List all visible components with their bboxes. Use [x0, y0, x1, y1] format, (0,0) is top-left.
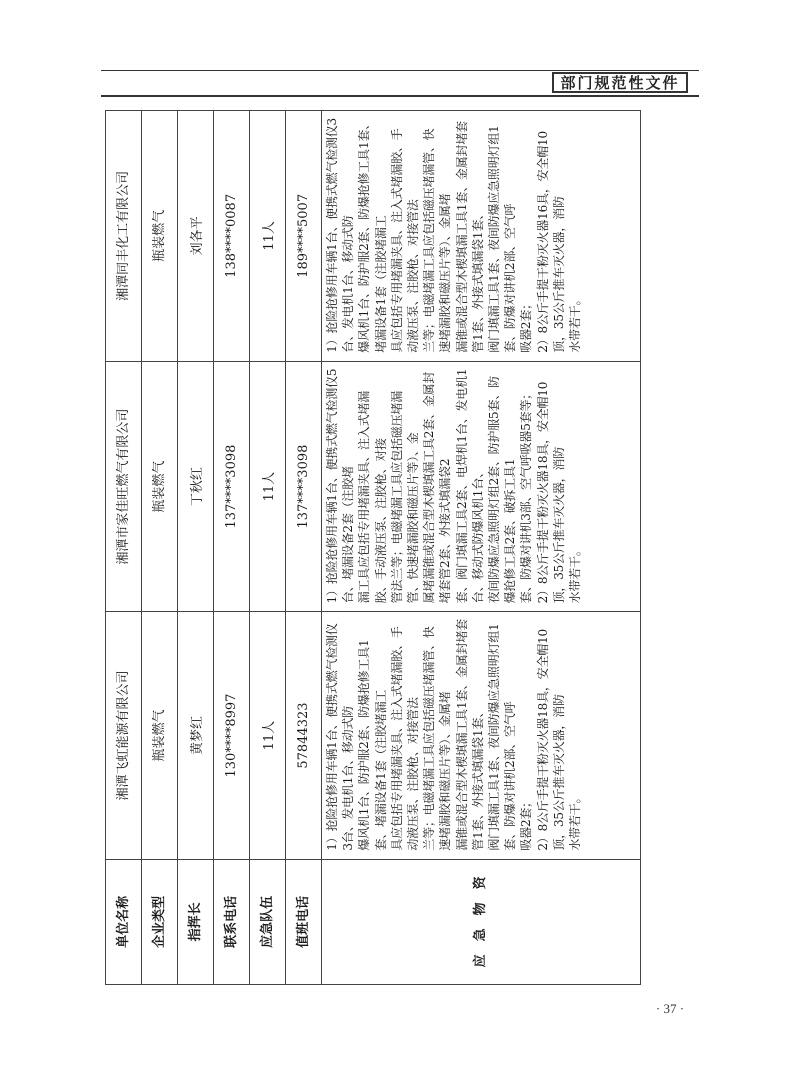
table-cell-duty-phone: 57844323 — [286, 612, 322, 859]
column-header-resources: 应 急 物 资 — [322, 859, 641, 984]
column-header-team: 应急队伍 — [250, 859, 286, 984]
table-cell-commander: 丁秋红 — [178, 361, 214, 612]
table-row — [142, 111, 178, 985]
column-header-phone: 联系电话 — [214, 859, 250, 984]
table-cell-commander: 刘各平 — [178, 111, 214, 362]
table-cell-phone: 138****0087 — [214, 111, 250, 362]
table-row — [214, 111, 250, 985]
header-rule-top — [101, 70, 699, 71]
table-row — [178, 111, 214, 985]
column-header-type: 企业类型 — [142, 859, 178, 984]
table-cell-resources: 1）抢险抢修用车辆1台、便携式燃气检测仪3台、发电机1台、移动式防 爆风机1台、防护服2套、防爆抢修工具1套、堵漏设备1套（注胶堵漏工 具应包括专用堵漏夹具、注入式堵漏胶、手动液压泵、注胶枪、对接管法 兰等；电磁堵漏工具应包括磁压堵漏管、快速堵漏胶和磁压片等）、金属堵 漏锥或混合型木楔填漏工具1套、金属封堵套管1套、外接式填漏袋1套、 阀门填漏工具1套、夜间防爆应急照明灯组1套、防爆对讲机2部、空气呼 吸器2套； 2）8公斤手提干粉灭火器16具，安全帽10顶，35公斤推车灭火器，消防 水带若干。 — [322, 111, 641, 362]
emergency-resources-table-wrapper — [105, 110, 641, 985]
table-row — [106, 111, 142, 985]
document-category-badge: 部门规范性文件 — [552, 72, 688, 93]
table-cell-phone: 137****3098 — [214, 361, 250, 612]
table-cell-type: 瓶装燃气 — [142, 361, 178, 612]
page-number: · 37 · — [655, 1001, 685, 1016]
table-cell-name: 湘潭飞虹能源有限公司 — [106, 612, 142, 859]
table-cell-commander: 黄梦红 — [178, 612, 214, 859]
table-cell-team: 11人 — [250, 361, 286, 612]
table-cell-duty-phone: 137****3098 — [286, 361, 322, 612]
table-cell-name: 湘潭市家佳旺燃气有限公司 — [106, 361, 142, 612]
table-cell-duty-phone: 189****5007 — [286, 111, 322, 362]
column-header-duty-phone: 值班电话 — [286, 859, 322, 984]
table-row — [250, 111, 286, 985]
column-header-name: 单位名称 — [106, 859, 142, 984]
table-cell-name: 湘潭同丰化工有限公司 — [106, 111, 142, 362]
table-cell-type: 瓶装燃气 — [142, 612, 178, 859]
column-header-commander: 指挥长 — [178, 859, 214, 984]
table-cell-resources: 1）抢险抢修用车辆1台、便携式燃气检测仪3台、发电机1台、移动式防 爆风机1台、防护服2套、防爆抢修工具1套、堵漏设备1套（注胶堵漏工 具应包括专用堵漏夹具、注入式堵漏胶、手动液压泵、注胶枪、对接管法 兰等；电磁堵漏工具应包括磁压堵漏管、快速堵漏胶和磁压片等）、金属堵 漏锥或混合型木楔填漏工具1套、金属封堵套管1套、外接式填漏袋1套、 阀门填漏工具1套、夜间防爆应急照明灯组1套、防爆对讲机2部、空气呼 吸器2套； 2）8公斤手提干粉灭火器18具，安全帽10顶，35公斤推车灭火器，消防 水带若干。 — [322, 612, 641, 859]
table-cell-type: 瓶装燃气 — [142, 111, 178, 362]
table-cell-team: 11人 — [250, 612, 286, 859]
table-cell-resources: 1）抢险抢修用车辆1台、便携式燃气检测仪5台、堵漏设备2套（注胶堵 漏工具应包括专用堵漏夹具、注入式堵漏胶、手动液压泵、注胶枪、对接 管法兰等；电磁堵漏工具应包括磁压堵漏管、快速堵漏胶和磁压片等）、金 属堵漏锥或混合型木楔填漏工具2套、金属封堵套管2套、外接式填漏袋2 套、阀门填漏工具2套、电焊机1台、发电机1台、移动式防爆风机1台、 夜间防爆应急照明灯组2套、防护服5套、防爆抢修工具2套、破拆工具1 套、防爆对讲机3部、空气呼吸器5套等； 2）8公斤手提干粉灭火器18具，安全帽10顶，35公斤推车灭火器，消防 水带若干。 — [322, 361, 641, 612]
table-cell-team: 11人 — [250, 111, 286, 362]
table-row — [286, 111, 322, 985]
table-cell-phone: 130****8997 — [214, 612, 250, 859]
header-rule-bottom — [101, 95, 699, 97]
table-row — [322, 111, 641, 985]
emergency-resources-table — [105, 110, 641, 985]
